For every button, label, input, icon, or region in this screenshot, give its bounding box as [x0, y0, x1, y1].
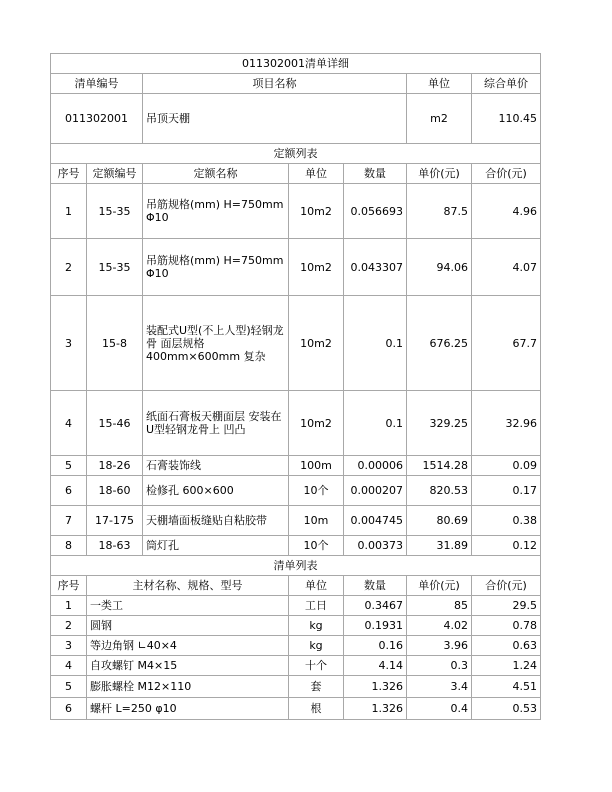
quota-unit-price: 676.25: [407, 296, 472, 391]
quota-seq-header: 序号: [51, 164, 87, 184]
quota-total: 4.07: [472, 239, 541, 296]
quota-unit: 10m2: [289, 184, 344, 239]
material-seq: 2: [51, 616, 87, 636]
material-seq: 1: [51, 596, 87, 616]
table-row: [51, 596, 541, 616]
quota-name: 筒灯孔: [143, 536, 289, 556]
quota-name: 纸面石膏板天棚面层 安装在U型轻钢龙骨上 凹凸: [143, 391, 289, 456]
quota-unit-price: 31.89: [407, 536, 472, 556]
material-title-row: [51, 556, 541, 576]
table-row: [51, 616, 541, 636]
quota-unit: 10m: [289, 506, 344, 536]
quota-unit-price: 80.69: [407, 506, 472, 536]
quota-code: 15-46: [87, 391, 143, 456]
quota-seq: 6: [51, 476, 87, 506]
table-row: [51, 296, 541, 391]
quota-unit: 10m2: [289, 239, 344, 296]
material-seq: 6: [51, 698, 87, 720]
material-unit: 根: [289, 698, 344, 720]
quota-unit-price: 94.06: [407, 239, 472, 296]
title-row: [51, 54, 541, 74]
quota-title-row: [51, 144, 541, 164]
quota-total: 0.12: [472, 536, 541, 556]
material-seq-header: 序号: [51, 576, 87, 596]
quota-seq: 5: [51, 456, 87, 476]
quota-total: 0.38: [472, 506, 541, 536]
quota-unit: 10m2: [289, 296, 344, 391]
table-row: [51, 184, 541, 239]
quota-qty: 0.000207: [344, 476, 407, 506]
item-name-header: 项目名称: [143, 74, 407, 94]
quota-unit: 100m: [289, 456, 344, 476]
material-unit-price: 4.02: [407, 616, 472, 636]
item-row: [51, 94, 541, 144]
material-unit: 套: [289, 676, 344, 698]
material-unit: 工日: [289, 596, 344, 616]
item-code: 011302001: [51, 94, 143, 144]
material-seq: 4: [51, 656, 87, 676]
quota-section-title: 定额列表: [51, 144, 541, 164]
quota-code: 18-60: [87, 476, 143, 506]
material-unit-price: 0.4: [407, 698, 472, 720]
quota-unit-price: 1514.28: [407, 456, 472, 476]
material-unit: kg: [289, 616, 344, 636]
material-total: 0.53: [472, 698, 541, 720]
quota-unit: 10m2: [289, 391, 344, 456]
quota-total: 4.96: [472, 184, 541, 239]
item-code-header: 清单编号: [51, 74, 143, 94]
table-row: [51, 239, 541, 296]
table-row: [51, 476, 541, 506]
material-total: 29.5: [472, 596, 541, 616]
material-unit-header: 单位: [289, 576, 344, 596]
material-total: 0.63: [472, 636, 541, 656]
quota-unit-price: 820.53: [407, 476, 472, 506]
quota-qty: 0.00373: [344, 536, 407, 556]
quota-unit-price-header: 单价(元): [407, 164, 472, 184]
quota-code-header: 定额编号: [87, 164, 143, 184]
quota-header-row: [51, 164, 541, 184]
quota-total: 67.7: [472, 296, 541, 391]
material-total: 4.51: [472, 676, 541, 698]
material-name-header: 主材名称、规格、型号: [87, 576, 289, 596]
material-unit-price-header: 单价(元): [407, 576, 472, 596]
quota-qty: 0.1: [344, 296, 407, 391]
material-unit-price: 0.3: [407, 656, 472, 676]
item-price: 110.45: [472, 94, 541, 144]
item-name: 吊顶天棚: [143, 94, 407, 144]
material-name: 膨胀螺栓 M12×110: [87, 676, 289, 698]
material-name: 一类工: [87, 596, 289, 616]
material-qty-header: 数量: [344, 576, 407, 596]
material-name: 圆钢: [87, 616, 289, 636]
quota-name-header: 定额名称: [143, 164, 289, 184]
material-qty: 4.14: [344, 656, 407, 676]
quota-code: 15-35: [87, 239, 143, 296]
material-name: 螺杆 L=250 φ10: [87, 698, 289, 720]
material-header-row: [51, 576, 541, 596]
material-total-header: 合价(元): [472, 576, 541, 596]
quota-qty: 0.004745: [344, 506, 407, 536]
table-row: [51, 391, 541, 456]
quota-name: 装配式U型(不上人型)轻钢龙骨 面层规格400mm×600mm 复杂: [143, 296, 289, 391]
quota-name: 石膏装饰线: [143, 456, 289, 476]
material-qty: 1.326: [344, 698, 407, 720]
material-unit-price: 3.96: [407, 636, 472, 656]
quota-name: 吊筋规格(mm) H=750mm Φ10: [143, 239, 289, 296]
quota-unit-header: 单位: [289, 164, 344, 184]
quota-unit: 10个: [289, 536, 344, 556]
item-price-header: 综合单价: [472, 74, 541, 94]
quota-qty: 0.043307: [344, 239, 407, 296]
table-row: [51, 656, 541, 676]
quota-code: 18-63: [87, 536, 143, 556]
material-qty: 0.16: [344, 636, 407, 656]
quota-total-header: 合价(元): [472, 164, 541, 184]
quota-qty: 0.00006: [344, 456, 407, 476]
item-unit-header: 单位: [407, 74, 472, 94]
table-row: [51, 536, 541, 556]
material-seq: 3: [51, 636, 87, 656]
table-row: [51, 698, 541, 720]
material-qty: 0.3467: [344, 596, 407, 616]
quota-name: 检修孔 600×600: [143, 476, 289, 506]
quota-seq: 7: [51, 506, 87, 536]
material-name: 等边角钢 ∟40×4: [87, 636, 289, 656]
quota-seq: 1: [51, 184, 87, 239]
material-unit: kg: [289, 636, 344, 656]
material-unit: 十个: [289, 656, 344, 676]
material-unit-price: 3.4: [407, 676, 472, 698]
material-seq: 5: [51, 676, 87, 698]
bill-detail-table: [50, 53, 541, 720]
material-qty: 0.1931: [344, 616, 407, 636]
quota-code: 18-26: [87, 456, 143, 476]
material-unit-price: 85: [407, 596, 472, 616]
item-header-row: [51, 74, 541, 94]
table-row: [51, 676, 541, 698]
quota-seq: 2: [51, 239, 87, 296]
table-row: [51, 456, 541, 476]
quota-total: 32.96: [472, 391, 541, 456]
quota-seq: 8: [51, 536, 87, 556]
item-unit: m2: [407, 94, 472, 144]
material-total: 0.78: [472, 616, 541, 636]
quota-code: 17-175: [87, 506, 143, 536]
table-row: [51, 636, 541, 656]
quota-total: 0.17: [472, 476, 541, 506]
quota-seq: 4: [51, 391, 87, 456]
material-total: 1.24: [472, 656, 541, 676]
table-row: [51, 506, 541, 536]
quota-qty: 0.056693: [344, 184, 407, 239]
quota-code: 15-35: [87, 184, 143, 239]
quota-name: 天棚墙面板缝贴自粘胶带: [143, 506, 289, 536]
material-qty: 1.326: [344, 676, 407, 698]
quota-qty-header: 数量: [344, 164, 407, 184]
quota-seq: 3: [51, 296, 87, 391]
quota-name: 吊筋规格(mm) H=750mm Φ10: [143, 184, 289, 239]
quota-total: 0.09: [472, 456, 541, 476]
quota-unit: 10个: [289, 476, 344, 506]
material-name: 自攻螺钉 M4×15: [87, 656, 289, 676]
quota-code: 15-8: [87, 296, 143, 391]
material-section-title: 清单列表: [51, 556, 541, 576]
quota-unit-price: 329.25: [407, 391, 472, 456]
table-title: 011302001清单详细: [51, 54, 541, 74]
quota-qty: 0.1: [344, 391, 407, 456]
quota-unit-price: 87.5: [407, 184, 472, 239]
